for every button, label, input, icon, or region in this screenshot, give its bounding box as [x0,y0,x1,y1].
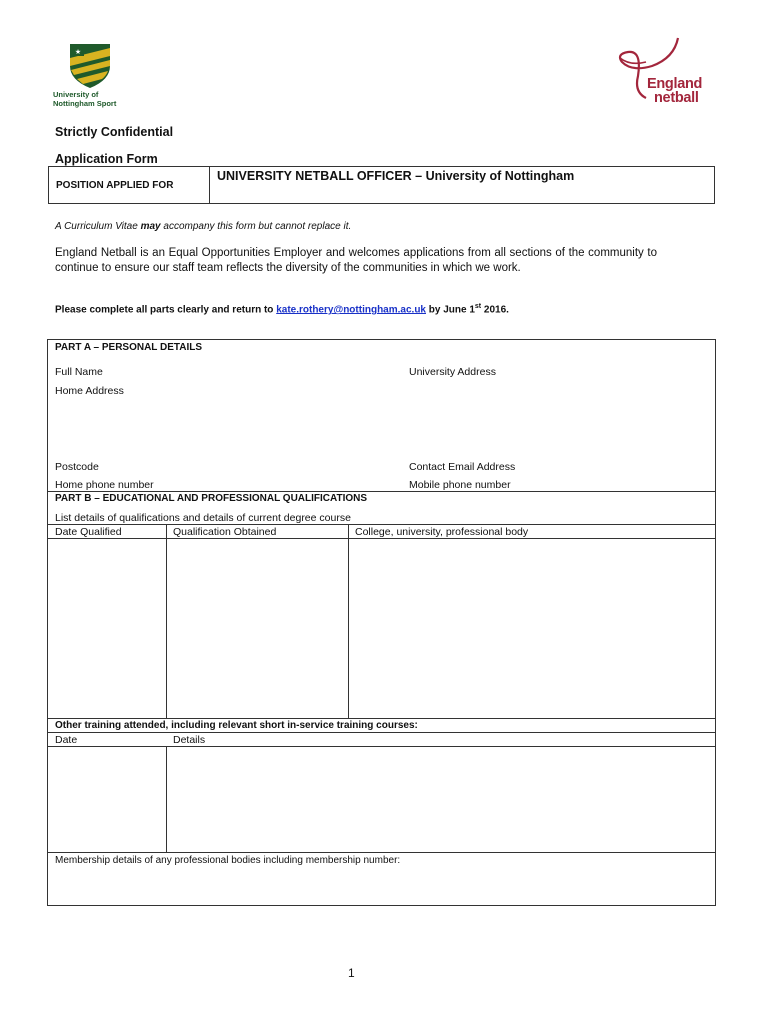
other-training-heading: Other training attended, including relevant short in-service training courses: [55,720,418,731]
england-netball-logo [612,36,722,104]
college-university-cell[interactable] [349,539,715,718]
return-instructions: Please complete all parts clearly and return to kate.rothery@nottingham.ac.uk by June 1st 2016. [55,303,509,316]
home-phone-field[interactable]: Home phone number [55,479,154,491]
contact-email-field[interactable]: Contact Email Address [409,461,516,473]
part-a-heading: PART A – PERSONAL DETAILS [55,342,203,353]
column-training-date: Date [55,734,78,746]
logo-line-2: Nottingham Sport [53,99,117,108]
mobile-phone-field[interactable]: Mobile phone number [409,479,511,491]
equal-opportunities-statement: England Netball is an Equal Opportunities Employer and welcomes applications from all sections of the community to continue to ensure our staff team reflects the diversity of the communities in which we work. [55,247,657,274]
position-applied-box [48,166,715,204]
page-number: 1 [348,966,355,980]
shield-icon [50,42,140,90]
position-label: POSITION APPLIED FOR [56,180,174,191]
full-name-field[interactable]: Full Name [55,366,103,378]
qualification-obtained-cell[interactable] [167,539,347,718]
membership-details-field[interactable]: Membership details of any professional bodies including membership number: [55,855,401,866]
university-of-nottingham-sport-logo [50,42,140,112]
logo-line-1: University of [53,90,99,99]
home-address-field[interactable]: Home Address [55,385,124,397]
position-value[interactable]: UNIVERSITY NETBALL OFFICER – University of Nottingham [217,169,575,183]
part-b-heading: PART B – EDUCATIONAL AND PROFESSIONAL QUALIFICATIONS [55,493,368,504]
training-date-cell[interactable] [48,747,165,851]
column-college-university: College, university, professional body [355,526,529,538]
cv-note: A Curriculum Vitae may accompany this form but cannot replace it. [55,221,352,232]
confidential-title: Strictly Confidential [55,125,174,139]
column-date-qualified: Date Qualified [55,526,122,538]
qualifications-instructions: List details of qualifications and details of current degree course [55,512,351,524]
svg-text:★: ★ [74,49,82,56]
date-qualified-cell[interactable] [48,539,165,718]
university-address-field[interactable]: University Address [409,366,496,378]
logo-word-england: England [647,76,703,92]
logo-word-netball: netball [654,90,699,106]
application-form-title: Application Form [55,152,158,166]
training-details-cell[interactable] [167,747,715,851]
postcode-field[interactable]: Postcode [55,461,99,473]
column-training-details: Details [173,734,206,746]
return-email-link[interactable]: kate.rothery@nottingham.ac.uk [276,304,426,316]
column-qualification-obtained: Qualification Obtained [173,526,277,538]
